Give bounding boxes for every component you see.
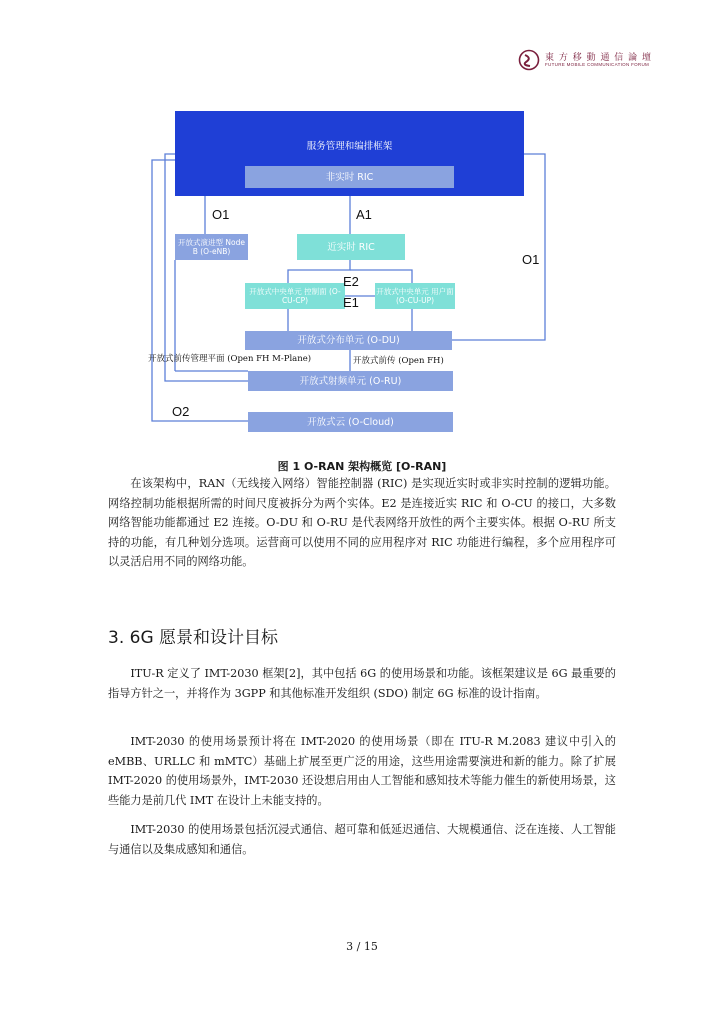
o-cu-up-label: 开放式中央单元 用户面 (O-CU-UP) <box>376 287 454 305</box>
page-number: 3 / 15 <box>346 940 378 953</box>
interface-o1-left: O1 <box>212 207 230 222</box>
o-cloud-label: 开放式云 (O-Cloud) <box>307 416 394 428</box>
oran-architecture-diagram <box>0 0 724 450</box>
interface-a1: A1 <box>356 207 372 222</box>
non-rt-ric-label: 非实时 RIC <box>325 171 374 183</box>
paragraph-3: IMT-2030 的使用场景预计将在 IMT-2020 的使用场景（即在 ITU-R M.2083 建议中引入的 eMBB、URLLC 和 mMTC）基础上扩展至更广泛的用途，这些用途需要演进和新的能力。除了扩展 IMT-2020 的使用场景外，IMT-2030 还设想启用由人工智能和感知技术等能力催生的新使用场景，这些能力是前几代 IMT 在设计上未能支持的。 <box>108 735 616 807</box>
o-du-label: 开放式分布单元 (O-DU) <box>297 335 400 346</box>
o-du <box>245 331 452 350</box>
open-fh-m-plane-label: 开放式前传管理平面 (Open FH M-Plane) <box>148 354 312 364</box>
interface-e2: E2 <box>343 274 359 289</box>
non-rt-ric <box>245 166 454 188</box>
figure-caption: 图 1 O-RAN 架构概览 [O-RAN] <box>277 460 447 473</box>
logo-text-en: FUTURE MOBILE COMMUNICATION FORUM <box>545 62 650 67</box>
near-rt-ric <box>297 234 405 260</box>
o-cloud <box>248 412 453 432</box>
o-enb <box>175 234 248 260</box>
paragraph-4: IMT-2030 的使用场景包括沉浸式通信、超可靠和低延迟通信、大规模通信、泛在连接、人工智能与通信以及集成感知和通信。 <box>108 823 616 856</box>
o-cu-cp <box>245 283 345 309</box>
o-ru <box>248 371 453 391</box>
interface-e1: E1 <box>343 295 359 310</box>
o-cu-up <box>375 283 455 309</box>
paragraph-1: 在该架构中，RAN（无线接入网络）智能控制器 (RIC) 是实现近实时或非实时控制的逻辑功能。网络控制功能根据所需的时间尺度被拆分为两个实体。E2 是连接近实 RIC 和 O-CU 的接口，大多数网络智能功能都通过 E2 连接。O-DU 和 O-RU 是代表网络开放性的两个主要实体。根据 O-RU 所支持的功能，有几种划分选项。运营商可以使用不同的应用程序对 RIC 功能进行编程，多个应用程序可以灵活启用不同的网络功能。 <box>108 477 616 568</box>
o-ru-label: 开放式射频单元 (O-RU) <box>299 375 402 387</box>
smo-label: 服务管理和编排框架 <box>306 141 393 152</box>
section-title: 3. 6G 愿景和设计目标 <box>108 628 279 648</box>
near-rt-ric-label: 近实时 RIC <box>327 241 375 253</box>
o-enb-label: 开放式演进型 Node B (O-eNB) <box>178 238 245 256</box>
interface-o1-right: O1 <box>522 252 540 267</box>
logo-text-cn: 東 方 移 動 通 信 論 壇 <box>545 53 653 63</box>
open-fh-label: 开放式前传 (Open FH) <box>353 356 444 366</box>
paragraph-2: ITU-R 定义了 IMT-2030 框架[2]，其中包括 6G 的使用场景和功能。该框架建议是 6G 最重要的指导方针之一，并将作为 3GPP 和其他标准开发组织 (SDO) 制定 6G 标准的设计指南。 <box>108 667 616 700</box>
interface-o2: O2 <box>172 404 190 419</box>
o-cu-cp-label: 开放式中央单元 控制面 (O-CU-CP) <box>249 287 341 305</box>
